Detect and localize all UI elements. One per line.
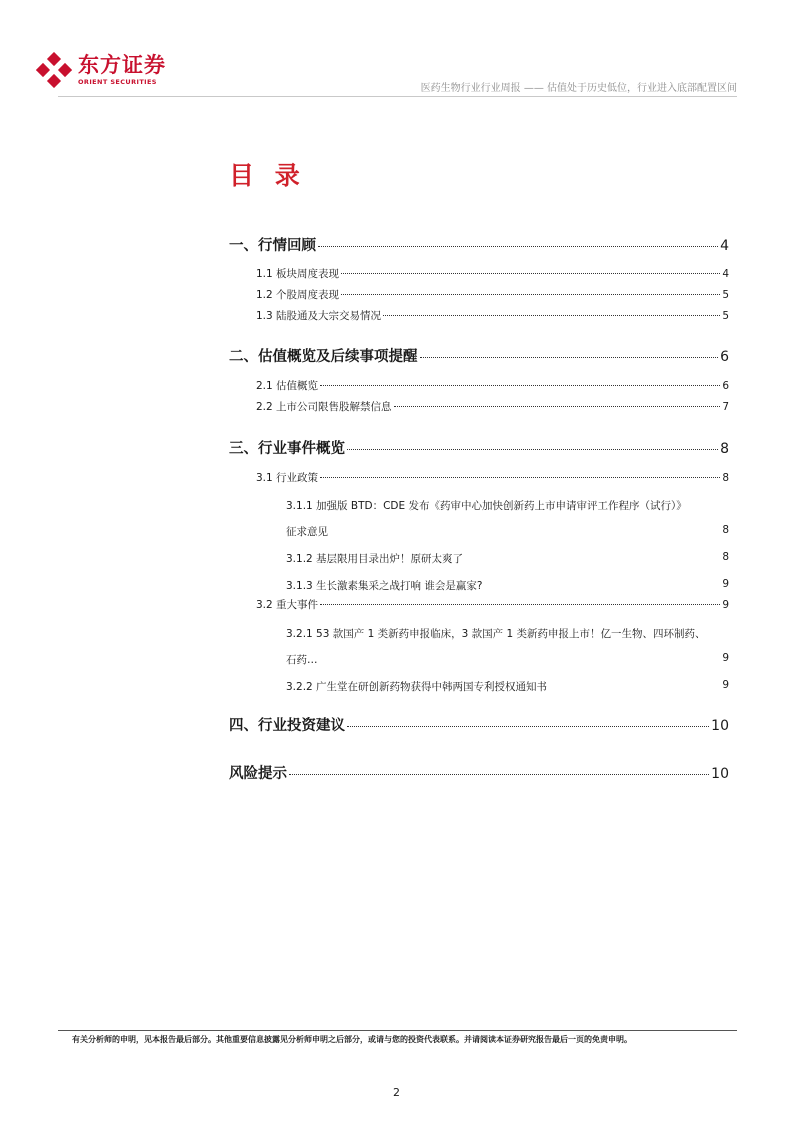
toc-entry-label: 1.1 板块周度表现 (256, 268, 340, 280)
toc-leader (320, 385, 720, 386)
toc-entry-section-2[interactable] (229, 345, 729, 366)
toc-leader (341, 294, 720, 295)
toc-entry-label: 1.2 个股周度表现 (256, 289, 340, 301)
toc-leader (347, 726, 709, 727)
logo-chinese-name: 东方证券 (78, 53, 166, 77)
toc-entry-page: 9 (722, 679, 729, 691)
toc-entry-1-1[interactable] (256, 266, 729, 281)
toc-entry-3-1-3[interactable] (286, 578, 729, 593)
toc-entry-page: 10 (711, 766, 729, 782)
toc-leader (394, 406, 721, 407)
toc-entry-label: 3.1.2 基层限用目录出炉！原研太爽了 (286, 553, 464, 565)
toc-entry-page: 8 (720, 441, 729, 457)
toc-entry-page: 7 (722, 401, 729, 413)
toc-leader (341, 273, 720, 274)
toc-entry-2-2[interactable] (256, 399, 729, 414)
logo-english-name: ORIENT SECURITIES (78, 78, 157, 86)
toc-entry-section-3[interactable] (229, 437, 729, 458)
toc-leader (383, 315, 720, 316)
toc-entry-risk[interactable] (229, 762, 729, 783)
toc-entry-page: 8 (722, 551, 729, 563)
toc-entry-page: 6 (722, 380, 729, 392)
toc-entry-page: 9 (722, 599, 729, 611)
toc-entry-page: 5 (722, 310, 729, 322)
toc-entry-page: 8 (722, 524, 729, 536)
toc-entry-label: 3.1 行业政策 (256, 472, 319, 484)
toc-entry-section-1[interactable] (229, 234, 729, 255)
toc-entry-3-1-1-line2[interactable] (286, 524, 729, 539)
toc-entry-page: 4 (720, 238, 729, 254)
toc-leader (320, 604, 720, 605)
toc-entry-3-2-1-line1[interactable]: 3.2.1 53 款国产 1 类新药申报临床，3 款国产 1 类新药申报上市！亿一生物、四环制药、 (286, 628, 706, 640)
toc-entry-label: 一、行情回顾 (229, 238, 316, 254)
toc-entry-2-1[interactable] (256, 378, 729, 393)
toc-entry-label: 2.1 估值概览 (256, 380, 319, 392)
toc-entry-page: 9 (722, 652, 729, 664)
toc-entry-section-4[interactable] (229, 714, 729, 735)
toc-entry-label: 四、行业投资建议 (229, 718, 345, 734)
toc-entry-label: 三、行业事件概览 (229, 441, 345, 457)
toc-leader (318, 246, 718, 247)
toc-entry-label: 征求意见 (286, 526, 328, 538)
toc-entry-1-3[interactable] (256, 308, 729, 323)
toc-entry-3-1-1-line1[interactable]: 3.1.1 加强版 BTD：CDE 发布《药审中心加快创新药上市申请审评工作程序（试行）》 (286, 500, 687, 512)
toc-entry-label: 1.3 陆股通及大宗交易情况 (256, 310, 382, 322)
toc-entry-3-1-2[interactable] (286, 551, 729, 566)
toc-leader (347, 449, 718, 450)
orient-securities-logo-icon (36, 52, 72, 88)
page-number: 2 (393, 1086, 400, 1099)
toc-entry-label: 2.2 上市公司限售股解禁信息 (256, 401, 392, 413)
toc-entry-page: 5 (722, 289, 729, 301)
toc-entry-label: 石药… (286, 654, 318, 666)
toc-heading: 目 录 (229, 161, 306, 190)
toc-entry-label: 3.2.2 广生堂在研创新药物获得中韩两国专利授权通知书 (286, 681, 548, 693)
toc-entry-1-2[interactable] (256, 287, 729, 302)
toc-leader (289, 774, 709, 775)
toc-entry-3-2[interactable] (256, 597, 729, 612)
toc-entry-3-1[interactable] (256, 470, 729, 485)
toc-entry-page: 9 (722, 578, 729, 590)
footer-disclaimer: 有关分析师的申明，见本报告最后部分。其他重要信息披露见分析师申明之后部分，或请与您的投资代表联系。并请阅读本证券研究报告最后一页的免责申明。 (72, 1035, 632, 1044)
toc-entry-3-2-1-line2[interactable] (286, 652, 729, 667)
report-title: 医药生物行业行业周报 —— 估值处于历史低位，行业进入底部配置区间 (420, 83, 737, 94)
toc-leader (320, 477, 720, 478)
toc-entry-label: 风险提示 (229, 766, 287, 782)
toc-entry-page: 6 (720, 349, 729, 365)
toc-leader (420, 357, 719, 358)
toc-entry-page: 10 (711, 718, 729, 734)
toc-entry-page: 8 (722, 472, 729, 484)
toc-entry-label: 二、估值概览及后续事项提醒 (229, 349, 418, 365)
company-logo (36, 52, 166, 88)
toc-entry-page: 4 (722, 268, 729, 280)
header-divider (58, 96, 737, 97)
toc-entry-label: 3.2 重大事件 (256, 599, 319, 611)
footer-divider (58, 1030, 737, 1031)
toc-entry-3-2-2[interactable] (286, 679, 729, 694)
toc-entry-label: 3.1.3 生长激素集采之战打响 谁会是赢家? (286, 580, 483, 592)
